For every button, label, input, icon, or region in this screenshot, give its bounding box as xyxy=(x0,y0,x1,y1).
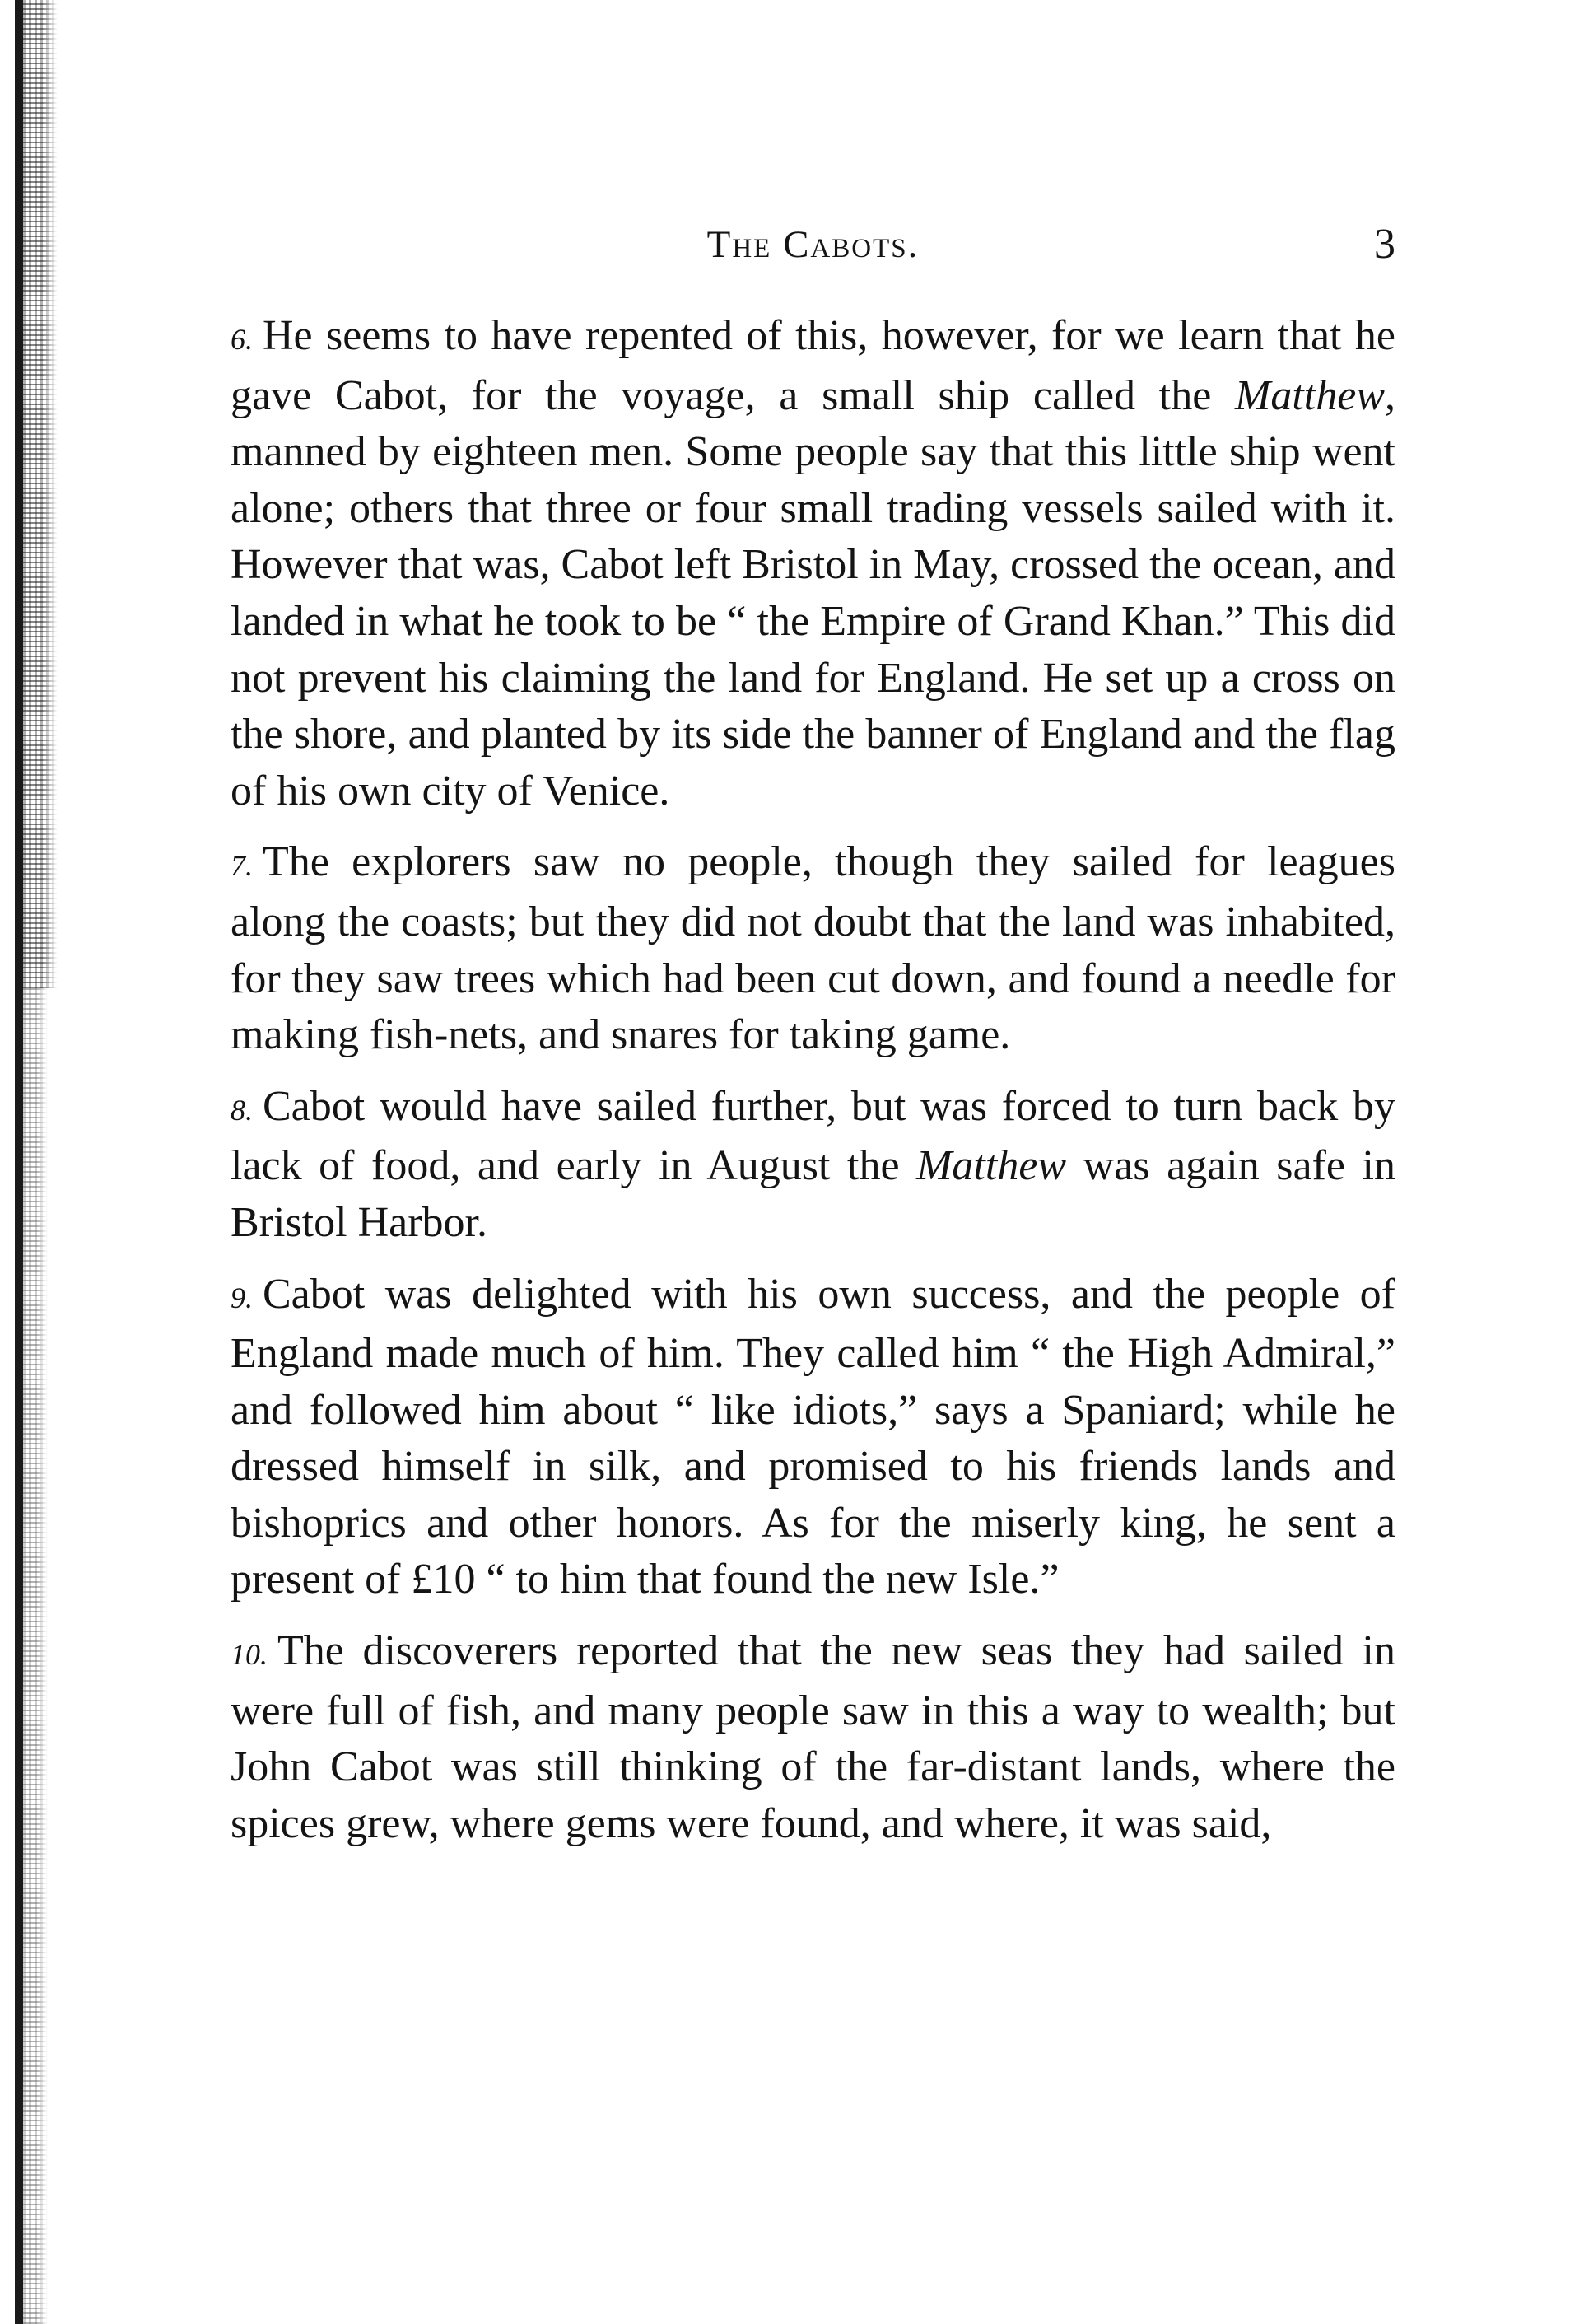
paragraph-text: , manned by eighteen men. Some people say that this little ship went alone; others that three or four small trading vessels sailed with it. However that was, Cabot left Bristol in May, crossed the ocean, and landed in what he took to be “ the Empire of Grand Khan.” This did not prevent his claiming the land for England. He set up a cross on the shore, and planted by its side the banner of England and the flag of his own city of Venice. xyxy=(231,371,1395,814)
page-number: 3 xyxy=(1374,221,1395,268)
ship-name: Matthew xyxy=(1235,371,1385,419)
paragraph-6 xyxy=(231,308,1395,819)
paragraph-number: 7. xyxy=(231,849,253,883)
paragraph-9 xyxy=(231,1267,1395,1609)
binding-speckle-upper xyxy=(23,0,58,988)
paragraph-8 xyxy=(231,1079,1395,1252)
binding-shadow xyxy=(15,0,23,2324)
paragraph-number: 6. xyxy=(231,323,253,356)
running-head xyxy=(231,216,1395,273)
paragraph-text: The explorers saw no people, though they sailed for leagues along the coasts; but they did not doubt that the land was inhabited, for they saw trees which had been cut down, and found a needle for making fish-nets, and snares for taking game. xyxy=(231,838,1395,1059)
paragraph-text: Cabot was delighted with his own success, and the people of England made much of him. They called him “ the High Admiral,” and followed him about “ like idiots,” says a Spaniard; while he dressed himself in silk, and promised to his friends lands and bishoprics and other honors. As for the miserly king, he sent a present of £10 “ to him that found the new Isle.” xyxy=(231,1270,1395,1603)
paragraph-7 xyxy=(231,834,1395,1063)
paragraph-text: He seems to have repented of this, however, for we learn that he gave Cabot, for the voyage, a small ship called the xyxy=(231,312,1395,419)
paragraph-10 xyxy=(231,1623,1395,1852)
paragraph-number: 10. xyxy=(231,1638,268,1672)
running-title: The Cabots. xyxy=(706,223,920,266)
binding-edge xyxy=(0,0,64,2324)
paragraph-text: The discoverers reported that the new seas they had sailed in were full of fish, and many people saw in this a way to wealth; but John Cabot was still thinking of the far-distant lands, where the spices grew, where gems were found, and where, it was said, xyxy=(231,1627,1395,1847)
paragraph-text: Cabot would have sailed further, but was forced to turn back by lack of food, and early in August the xyxy=(231,1082,1395,1190)
ship-name: Matthew xyxy=(916,1142,1067,1190)
paragraph-text: was again safe in Bristol Harbor. xyxy=(231,1142,1395,1246)
paragraph-number: 8. xyxy=(231,1093,253,1127)
paragraph-number: 9. xyxy=(231,1281,253,1314)
body-text xyxy=(231,308,1395,1867)
binding-speckle-lower xyxy=(23,988,48,2324)
